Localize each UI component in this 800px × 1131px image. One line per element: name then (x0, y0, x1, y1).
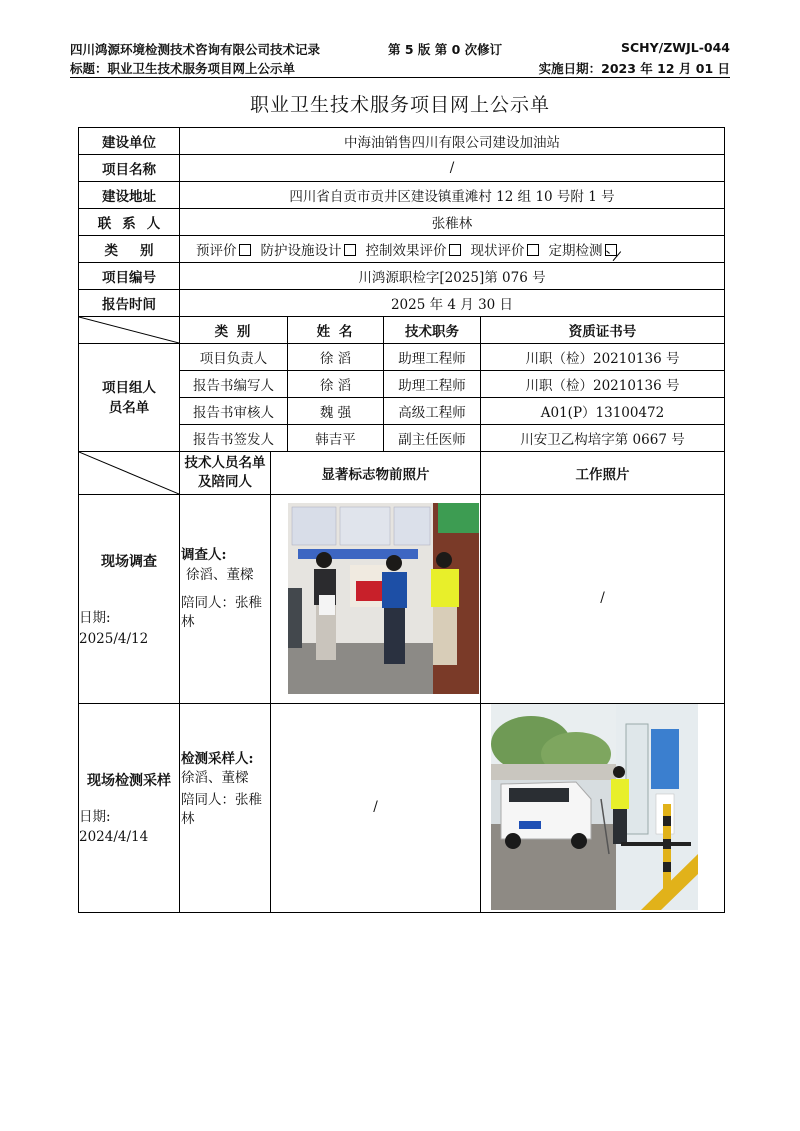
investigators: 徐滔、董樑 (186, 567, 254, 583)
contact-value: 张稚林 (180, 209, 725, 236)
staff-cert: 川安卫乙构培字第 0667 号 (481, 425, 725, 452)
staff-cert: 川职（检）20210136 号 (481, 344, 725, 371)
survey-landmark-photo-cell (271, 495, 481, 704)
category-label: 类别 (79, 236, 180, 263)
work-photo-header: 工作照片 (481, 452, 725, 495)
staff-cert: 川职（检）20210136 号 (481, 371, 725, 398)
sampling-label-cell (79, 704, 180, 913)
landmark-photo (288, 503, 479, 694)
staff-cert: A01(P）13100472 (481, 398, 725, 425)
unit-value: 中海油销售四川有限公司建设加油站 (180, 128, 725, 155)
checkbox-icon[interactable] (344, 244, 356, 256)
survey-work-photo-cell (481, 495, 725, 704)
staff-group-label: 项目组人员名单 (79, 344, 180, 452)
staff-role: 报告书编写人 (180, 371, 288, 398)
staff-title: 副主任医师 (384, 425, 481, 452)
samplers: 徐滔、董樑 (181, 770, 249, 786)
survey-date-label: 日期: (79, 610, 111, 626)
staff-role: 报告书审核人 (180, 398, 288, 425)
staff-header-title: 技术职务 (384, 317, 481, 344)
personnel-header: 技术人员名单及陪同人 (180, 452, 271, 495)
diagonal-header-cell (79, 317, 180, 344)
option-status-evaluation: 现状评价 (471, 243, 549, 259)
survey-date: 2025/4/12 (79, 631, 149, 647)
version-label: 第 5 版 第 0 次修订 (388, 42, 503, 57)
org-record-title: 四川鸿源环境检测技术咨询有限公司技术记录 (70, 42, 321, 57)
sampling-label: 现场检测采样 (87, 773, 171, 789)
staff-header-role: 类 别 (180, 317, 288, 344)
page-title: 职业卫生技术服务项目网上公示单 (249, 94, 550, 116)
effective-date: 实施日期：2023 年 12 月 01 日 (538, 61, 730, 76)
checkbox-icon[interactable] (239, 244, 251, 256)
survey-work-photo-placeholder: / (600, 590, 605, 606)
staff-name: 韩吉平 (288, 425, 384, 452)
work-photo (491, 704, 698, 910)
project-name-label: 项目名称 (79, 155, 180, 182)
survey-label-cell (79, 495, 180, 704)
subject-title: 标题：职业卫生技术服务项目网上公示单 (70, 61, 296, 76)
sampling-work-photo-cell (481, 704, 725, 913)
diagonal-header-cell (79, 452, 180, 495)
staff-role: 项目负责人 (180, 344, 288, 371)
sampling-date-label: 日期: (79, 809, 111, 825)
checkbox-icon[interactable] (527, 244, 539, 256)
staff-name: 徐 滔 (288, 344, 384, 371)
sampler-label: 检测采样人: (181, 751, 254, 767)
checkbox-icon[interactable] (449, 244, 461, 256)
staff-title: 助理工程师 (384, 371, 481, 398)
address-value: 四川省自贡市贡井区建设镇重滩村 12 组 10 号附 1 号 (180, 182, 725, 209)
contact-label: 联系人 (79, 209, 180, 236)
staff-name: 徐 滔 (288, 371, 384, 398)
sampling-landmark-photo-placeholder: / (373, 799, 378, 815)
announcement-table (78, 127, 725, 913)
option-pre-evaluation: 预评价 (196, 243, 261, 259)
survey-label: 现场调查 (101, 554, 157, 570)
staff-header-cert: 资质证书号 (481, 317, 725, 344)
project-name-value: / (180, 155, 725, 182)
sampling-landmark-photo-cell (271, 704, 481, 913)
option-control-effect: 控制效果评价 (366, 243, 471, 259)
landmark-photo-header: 显著标志物前照片 (271, 452, 481, 495)
survey-personnel-cell (180, 495, 271, 704)
investigator-label: 调查人: (181, 547, 227, 563)
staff-header-name: 姓 名 (288, 317, 384, 344)
project-number-label: 项目编号 (79, 263, 180, 290)
category-options (180, 236, 725, 263)
option-periodic-testing: 定期检测 (549, 243, 617, 259)
sampling-personnel-cell (180, 704, 271, 913)
address-label: 建设地址 (79, 182, 180, 209)
survey-companion: 陪同人：张稚林 (181, 595, 262, 630)
staff-name: 魏 强 (288, 398, 384, 425)
unit-label: 建设单位 (79, 128, 180, 155)
staff-title: 高级工程师 (384, 398, 481, 425)
report-time-label: 报告时间 (79, 290, 180, 317)
document-code: SCHY/ZWJL-044 (620, 40, 730, 55)
sampling-date: 2024/4/14 (79, 829, 149, 845)
sampling-companion: 陪同人：张稚林 (181, 792, 262, 827)
header-rule (70, 77, 730, 78)
staff-title: 助理工程师 (384, 344, 481, 371)
option-protection-design: 防护设施设计 (261, 243, 366, 259)
checked-checkbox-icon[interactable] (605, 244, 617, 256)
report-time-value: 2025 年 4 月 30 日 (180, 290, 725, 317)
project-number-value: 川鸿源职检字[2025]第 076 号 (180, 263, 725, 290)
staff-role: 报告书签发人 (180, 425, 288, 452)
